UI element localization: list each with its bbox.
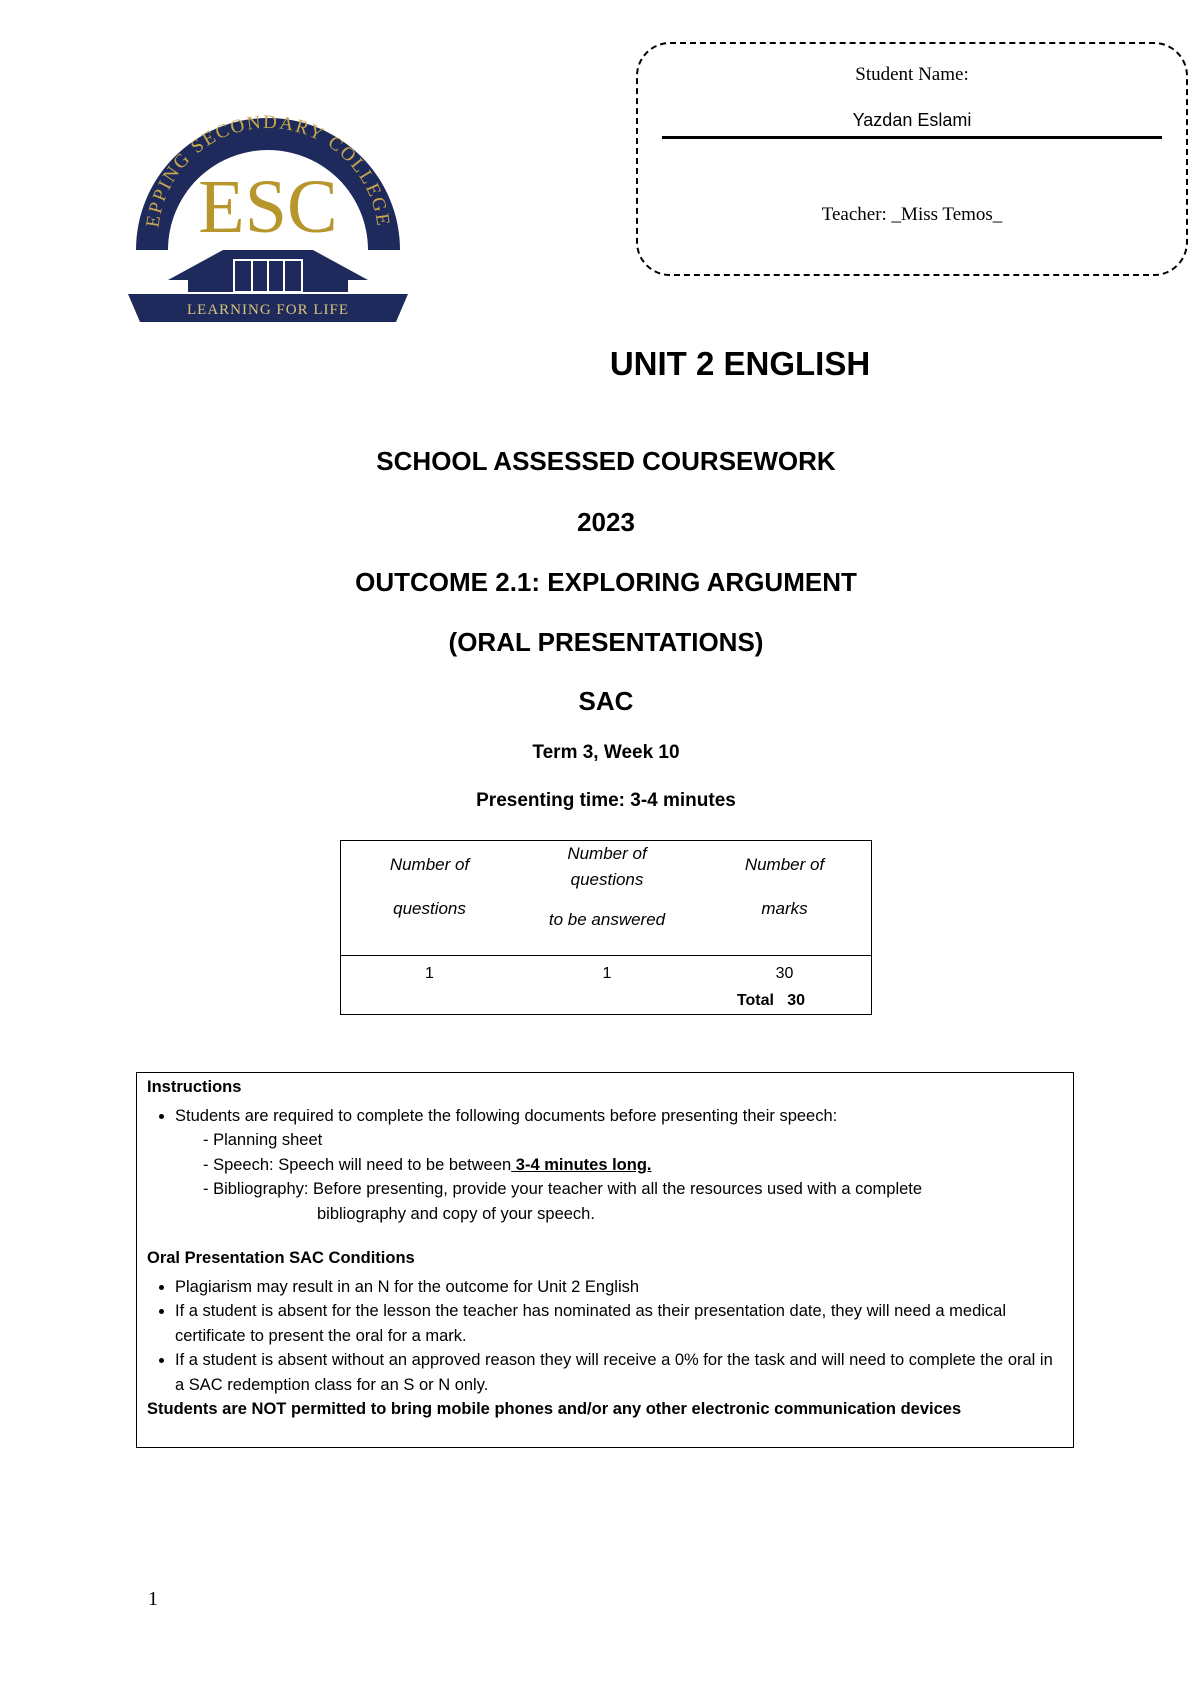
table-header-line: questions — [570, 870, 644, 889]
presenting-time: Presenting time: 3-4 minutes — [476, 790, 736, 811]
logo-motto: LEARNING FOR LIFE — [187, 302, 349, 318]
table-header-line: Number of — [567, 844, 647, 863]
instructions-list — [147, 1104, 1063, 1129]
unit-title: UNIT 2 ENGLISH — [609, 345, 871, 382]
table-header-line: Number of — [744, 855, 825, 874]
table-cell-to-answer: 1 — [602, 965, 612, 982]
oral-title: (ORAL PRESENTATIONS) — [448, 627, 764, 657]
questions-table — [340, 840, 872, 1015]
table-total-value: 30 — [787, 992, 806, 1009]
item-planning: - Planning sheet — [203, 1131, 323, 1149]
instructions-box — [136, 1072, 1074, 1448]
table-cell-questions: 1 — [425, 965, 434, 982]
sac-title: SAC — [578, 686, 634, 716]
condition-item: • If a student is absent for the lesson the teacher has nominated as their presentation date, they will need a medical certificate to present the oral for a mark. — [175, 1299, 1063, 1348]
item-bibliography-cont: bibliography and copy of your speech. — [317, 1204, 595, 1223]
item-speech — [147, 1153, 1063, 1178]
devices-note: Students are NOT permitted to bring mobile phones and/or any other electronic communication devices — [147, 1400, 962, 1418]
item-bibliography: - Bibliography: Before presenting, provide your teacher with all the resources used with a complete — [203, 1180, 923, 1198]
condition-item: • Plagiarism may result in an N for the outcome for Unit 2 English — [175, 1275, 1063, 1300]
outcome-title: OUTCOME 2.1: EXPLORING ARGUMENT — [355, 567, 857, 597]
instructions-heading: Instructions — [147, 1078, 242, 1096]
logo-ring-text: EPPING SECONDARY COLLEGE — [142, 111, 394, 229]
year-title: 2023 — [577, 507, 635, 537]
table-divider — [341, 955, 871, 956]
logo-monogram: ESC — [198, 165, 338, 249]
teacher-name: Teacher: _Miss Temos_ — [821, 204, 1003, 225]
school-logo — [128, 100, 408, 330]
student-info-box — [636, 42, 1188, 276]
term-line: Term 3, Week 10 — [532, 742, 680, 763]
table-header-line: marks — [761, 899, 808, 918]
item-speech-text: - Speech: Speech will need to be between — [203, 1155, 512, 1174]
instructions-intro: • Students are required to complete the following documents before presenting their speech: — [175, 1104, 1063, 1129]
condition-item: • If a student is absent without an approved reason they will receive a 0% for the task and will need to complete the oral in a SAC redemption class for an S or N only. — [175, 1348, 1063, 1397]
conditions-heading: Oral Presentation SAC Conditions — [147, 1249, 415, 1267]
table-header-marks — [696, 843, 873, 931]
conditions-list — [147, 1275, 1063, 1398]
table-header-line: to be answered — [548, 910, 666, 929]
table-cell-marks: 30 — [775, 965, 794, 982]
table-total — [711, 992, 831, 1010]
table-header-to-answer — [518, 841, 696, 933]
table-header-questions — [341, 843, 518, 931]
table-header-line: Number of — [389, 855, 470, 874]
coursework-title: SCHOOL ASSESSED COURSEWORK — [376, 446, 836, 476]
item-speech-duration: 3-4 minutes long. — [511, 1155, 652, 1174]
student-name-value: Yazdan Eslami — [852, 110, 972, 130]
page-number: 1 — [148, 1588, 158, 1610]
student-name-rule — [662, 136, 1162, 139]
table-header-line: questions — [393, 899, 466, 918]
table-total-label: Total — [736, 992, 774, 1009]
student-name-label: Student Name: — [855, 64, 969, 85]
